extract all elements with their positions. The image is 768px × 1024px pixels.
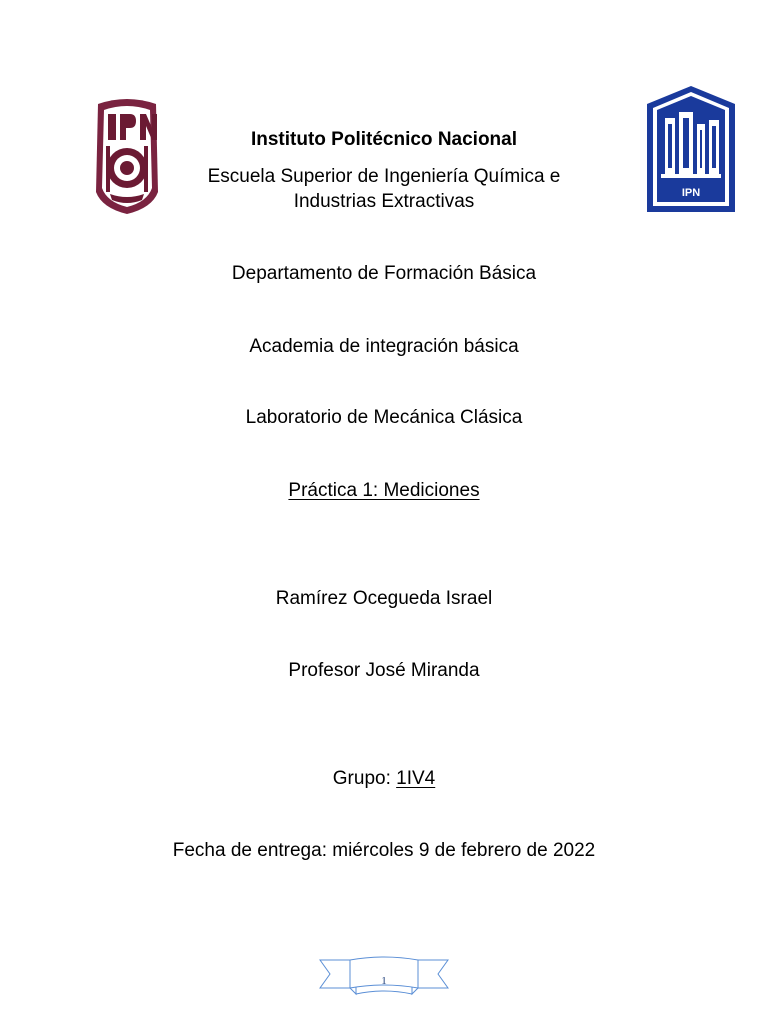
- professor-name: Profesor José Miranda: [288, 660, 480, 681]
- student-name: Ramírez Ocegueda Israel: [275, 588, 493, 609]
- school-name-line2: Industrias Extractivas: [293, 191, 475, 212]
- delivery-date: Fecha de entrega: miércoles 9 de febrero de 2022: [172, 840, 596, 861]
- group-line: [0, 767, 768, 791]
- page-number: 1: [381, 975, 387, 987]
- school-name-line1: Escuela Superior de Ingeniería Química e: [207, 166, 561, 187]
- department-name: Departamento de Formación Básica: [231, 263, 537, 284]
- esiqie-shield-label: IPN: [681, 187, 701, 199]
- group-label: Grupo:: [332, 768, 397, 789]
- academy-name: Academia de integración básica: [249, 336, 519, 357]
- practice-title: Práctica 1: Mediciones: [288, 480, 480, 501]
- group-value: 1IV4: [396, 768, 436, 789]
- institution-title: Instituto Politécnico Nacional: [250, 129, 518, 150]
- laboratory-name: Laboratorio de Mecánica Clásica: [245, 407, 523, 428]
